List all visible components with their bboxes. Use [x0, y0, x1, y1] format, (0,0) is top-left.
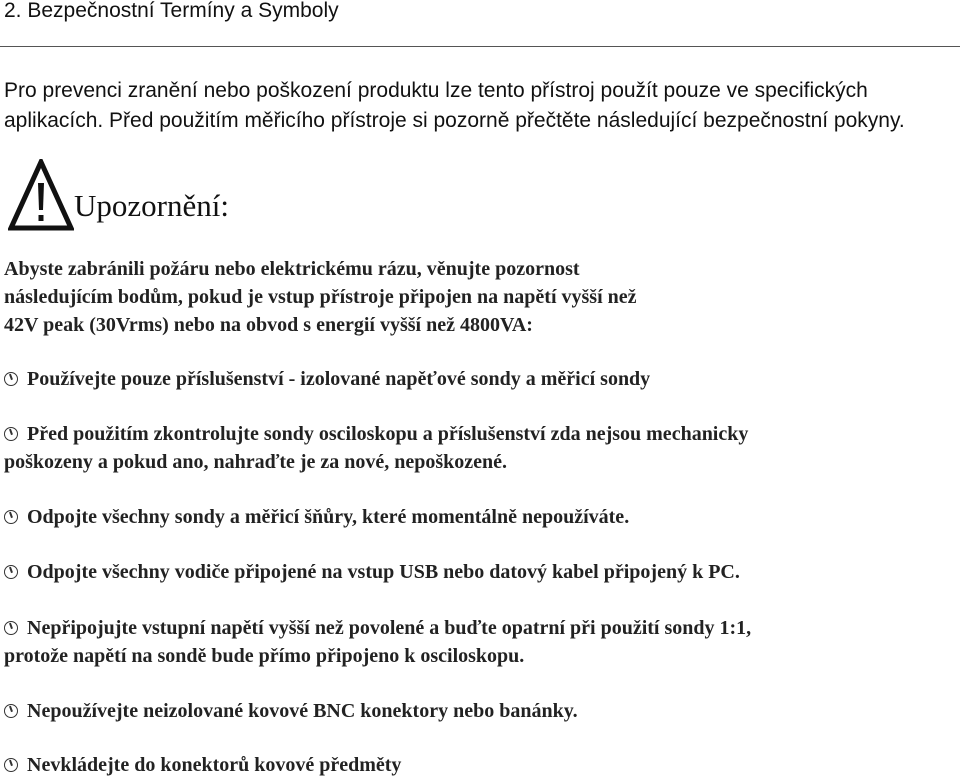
- list-item: [4, 503, 954, 531]
- warning-line-3: 42V peak (30Vrms) nebo na obvod s energií vyšší než 4800VA:: [4, 314, 533, 336]
- list-item-text: Nepoužívejte neizolované kovové BNC konektory nebo banánky.: [27, 700, 578, 722]
- list-item-text: Odpojte všechny vodiče připojené na vstup USB nebo datový kabel připojený k PC.: [27, 561, 740, 583]
- clock-bullet-icon: [4, 372, 18, 386]
- list-item: [4, 697, 954, 725]
- clock-bullet-icon: [4, 704, 18, 718]
- list-item: [4, 365, 954, 393]
- warning-line-1: Abyste zabránili požáru nebo elektrickému rázu, věnujte pozornost: [4, 258, 580, 280]
- warning-line-2: následujícím bodům, pokud je vstup přístroje připojen na napětí vyšší než: [4, 286, 637, 308]
- list-item: [4, 420, 954, 476]
- list-item-text: Nepřipojujte vstupní napětí vyšší než povolené a buďte opatrní při použití sondy 1:1,: [27, 617, 752, 639]
- warning-triangle-icon: [8, 159, 74, 231]
- warning-heading: [8, 156, 229, 234]
- warning-paragraph: [4, 255, 954, 339]
- list-item: [4, 558, 954, 586]
- list-item-text-continued: poškozeny a pokud ano, nahraďte je za nové, nepoškozené.: [4, 451, 508, 473]
- list-item: [4, 614, 954, 670]
- section-title: 2. Bezpečnostní Termíny a Symboly: [4, 0, 339, 22]
- heading-divider: [0, 46, 960, 47]
- list-item-text: Nevkládejte do konektorů kovové předměty: [27, 754, 402, 776]
- clock-bullet-icon: [4, 427, 18, 441]
- clock-bullet-icon: [4, 510, 18, 524]
- clock-bullet-icon: [4, 565, 18, 579]
- intro-paragraph: [4, 76, 954, 136]
- clock-bullet-icon: [4, 758, 18, 772]
- list-item: [4, 751, 954, 779]
- warning-label: Upozornění:: [74, 188, 229, 223]
- list-item-text: Odpojte všechny sondy a měřicí šňůry, které momentálně nepoužíváte.: [27, 506, 630, 528]
- list-item-text: Před použitím zkontrolujte sondy osciloskopu a příslušenství zda nejsou mechanicky: [27, 423, 749, 445]
- list-item-text: Používejte pouze příslušenství - izolované napěťové sondy a měřicí sondy: [27, 368, 651, 390]
- clock-bullet-icon: [4, 621, 18, 635]
- intro-line-2: aplikacích. Před použitím měřicího přístroje si pozorně přečtěte následující bezpečnostní pokyny.: [4, 109, 905, 132]
- intro-line-1: Pro prevenci zranění nebo poškození produktu lze tento přístroj použít pouze ve specifických: [4, 79, 868, 102]
- list-item-text-continued: protože napětí na sondě bude přímo připojeno k osciloskopu.: [4, 645, 525, 667]
